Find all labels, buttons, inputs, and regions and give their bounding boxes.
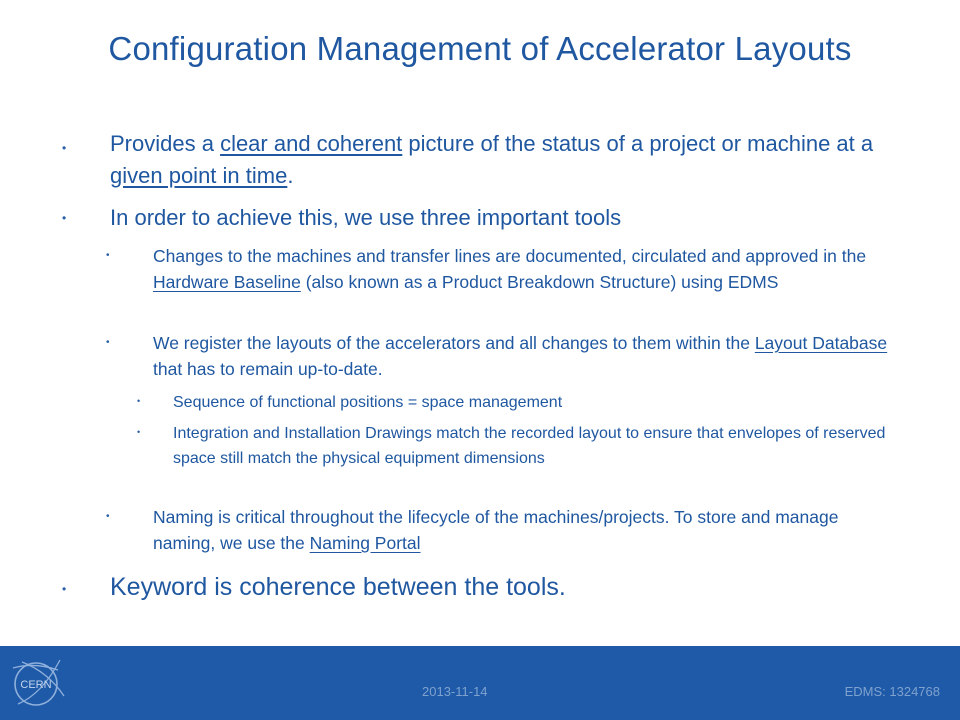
bullet-text: picture of the status of a project or machine at a bbox=[402, 131, 874, 156]
sub-sub-bullet-marker: • bbox=[137, 396, 141, 406]
cern-logo-icon bbox=[8, 654, 68, 712]
bullet-marker: • bbox=[62, 582, 67, 596]
slide-title: Configuration Management of Accelerator Layouts bbox=[108, 30, 852, 67]
sub-bullet-naming-portal bbox=[153, 504, 901, 556]
bullet-keyword-coherence: Keyword is coherence between the tools. bbox=[110, 573, 566, 601]
bullet-text: . bbox=[287, 163, 294, 188]
sub-bullet-text: Naming is critical throughout the lifecycle of the machines/projects. To store and manage naming, we use the bbox=[153, 507, 839, 553]
logo-text: CERN bbox=[20, 679, 52, 691]
sub-bullet-layout-database bbox=[153, 330, 901, 382]
footer-bar bbox=[0, 646, 960, 720]
sub-sub-bullet-integration-drawings: Integration and Installation Drawings match the recorded layout to ensure that envelopes of reserved space still match the physical equipment dimensions bbox=[173, 425, 886, 467]
sub-bullet-marker: • bbox=[106, 337, 110, 348]
sub-bullet-text: We register the layouts of the accelerators and all changes to them within the bbox=[153, 333, 755, 353]
bullet-three-tools: In order to achieve this, we use three important tools bbox=[110, 205, 622, 230]
sub-sub-bullet-functional-positions: Sequence of functional positions = space management bbox=[173, 394, 563, 411]
bullet-marker: • bbox=[62, 211, 67, 225]
link-naming-portal[interactable]: Naming Portal bbox=[309, 533, 421, 553]
sub-bullet-text: that has to remain up-to-date. bbox=[153, 359, 383, 379]
link-given-point-in-time[interactable]: given point in time bbox=[110, 163, 288, 188]
link-clear-and-coherent[interactable]: clear and coherent bbox=[220, 131, 403, 156]
sub-bullet-marker: • bbox=[106, 250, 110, 261]
bullet-marker: • bbox=[62, 141, 67, 155]
sub-sub-bullet-marker: • bbox=[137, 427, 141, 437]
footer-date: 2013-11-14 bbox=[422, 684, 488, 699]
link-layout-database[interactable]: Layout Database bbox=[754, 333, 888, 353]
bullet-text: Provides a bbox=[110, 131, 221, 156]
sub-bullet-hardware-baseline bbox=[153, 243, 901, 295]
sub-bullet-text: Changes to the machines and transfer lines are documented, circulated and approved in the bbox=[153, 246, 867, 266]
sub-bullet-marker: • bbox=[106, 511, 110, 522]
bullet-provides-picture bbox=[110, 128, 910, 192]
sub-bullet-text: (also known as a Product Breakdown Structure) using EDMS bbox=[300, 272, 779, 292]
link-hardware-baseline[interactable]: Hardware Baseline bbox=[153, 272, 301, 292]
footer-edms-number: EDMS: 1324768 bbox=[844, 684, 940, 699]
